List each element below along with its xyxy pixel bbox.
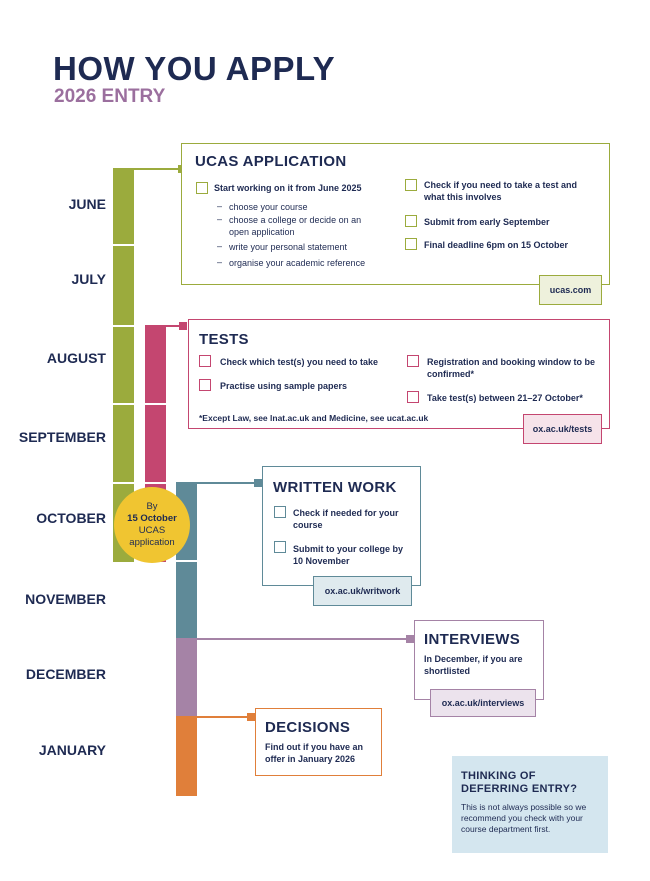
interviews-text: In December, if you are shortlisted [424, 654, 523, 676]
dash-bullet: – [217, 241, 223, 251]
tests-link[interactable]: ox.ac.uk/tests [523, 414, 602, 444]
tests-title: TESTS [199, 331, 249, 348]
badge-line: UCAS [138, 525, 166, 536]
interviews-link[interactable]: ox.ac.uk/interviews [430, 689, 536, 717]
tests-practise-item: Practise using sample papers [220, 381, 348, 391]
deferring-title: THINKING OF DEFERRING ENTRY? [461, 770, 578, 795]
decisions-panel [255, 708, 382, 776]
page-subtitle: 2026 ENTRY [54, 86, 166, 107]
page-title: HOW YOU APPLY [53, 50, 336, 87]
written-submit-item: Submit to your college by 10 November [293, 544, 404, 566]
checkbox-icon [405, 215, 417, 227]
badge-line: By [146, 501, 158, 512]
written-work-panel [262, 466, 421, 586]
month-divider [113, 482, 134, 484]
ucas-sub-item: write your personal statement [229, 242, 348, 252]
dash-bullet: – [217, 214, 223, 224]
month-divider [145, 403, 166, 405]
month-august: AUGUST [46, 350, 106, 366]
ucas-submit-item: Submit from early September [424, 217, 550, 227]
checkbox-icon [274, 541, 286, 553]
tests-connector-node [179, 322, 187, 330]
month-october: OCTOBER [36, 510, 106, 526]
ucas-test-check-item: Check if you need to take a test and what this involves [424, 180, 578, 202]
ucas-sub-item: choose a college or decide on an open application [229, 215, 362, 237]
ucas-sub-item: choose your course [229, 202, 308, 212]
checkbox-icon [199, 379, 211, 391]
decisions-connector-node [247, 713, 255, 721]
interviews-connector-node [406, 635, 414, 643]
ucas-application-panel [181, 143, 610, 285]
month-divider [176, 560, 197, 562]
ucas-link[interactable]: ucas.com [539, 275, 602, 305]
dash-bullet: – [217, 257, 223, 267]
interviews-title: INTERVIEWS [424, 631, 521, 648]
deferring-entry-panel [452, 756, 608, 853]
checkbox-icon [407, 391, 419, 403]
ucas-sub-item: organise your academic reference [229, 258, 366, 268]
checkbox-icon [407, 355, 419, 367]
tests-check-item: Check which test(s) you need to take [220, 357, 379, 367]
tests-registration-item: Registration and booking window to be confirmed* [427, 357, 595, 379]
checkbox-icon [196, 182, 208, 194]
dash-bullet: – [217, 201, 223, 211]
checkbox-icon [274, 506, 286, 518]
ucas-deadline-badge [114, 487, 190, 563]
tests-take-item: Take test(s) between 21–27 October* [427, 393, 583, 403]
written-work-title: WRITTEN WORK [273, 479, 397, 496]
tests-panel [188, 319, 610, 429]
decisions-text: Find out if you have an offer in January 2026 [265, 742, 364, 764]
interviews-connector [197, 638, 413, 640]
checkbox-icon [405, 179, 417, 191]
month-july: JULY [71, 271, 106, 287]
month-divider [113, 403, 134, 405]
badge-line: application [129, 537, 175, 548]
checkbox-icon [405, 238, 417, 250]
month-divider [145, 482, 166, 484]
month-divider [113, 325, 134, 327]
badge-date: 15 October [127, 513, 177, 524]
month-divider [113, 244, 134, 246]
interviews-panel [414, 620, 544, 700]
decisions-title: DECISIONS [265, 719, 351, 736]
month-december: DECEMBER [25, 666, 106, 682]
ucas-start-item: Start working on it from June 2025 [214, 183, 362, 193]
ucas-deadline-item: Final deadline 6pm on 15 October [424, 240, 569, 250]
ucas-connector [134, 168, 180, 170]
deferring-text: This is not always possible so we recommend you check with your course department first. [461, 802, 587, 834]
month-january: JANUARY [38, 742, 106, 758]
month-june: JUNE [68, 196, 106, 212]
written-check-item: Check if needed for your course [293, 508, 399, 530]
written-work-connector [176, 482, 262, 484]
checkbox-icon [199, 355, 211, 367]
tests-note: *Except Law, see lnat.ac.uk and Medicine, see ucat.ac.uk [199, 413, 429, 423]
ucas-title: UCAS APPLICATION [195, 153, 347, 170]
month-september: SEPTEMBER [18, 429, 106, 445]
written-work-connector-node [254, 479, 262, 487]
interviews-timeline-bar [176, 638, 197, 716]
written-work-link[interactable]: ox.ac.uk/writwork [313, 576, 412, 606]
month-november: NOVEMBER [25, 591, 106, 607]
decisions-timeline-bar [176, 716, 197, 796]
